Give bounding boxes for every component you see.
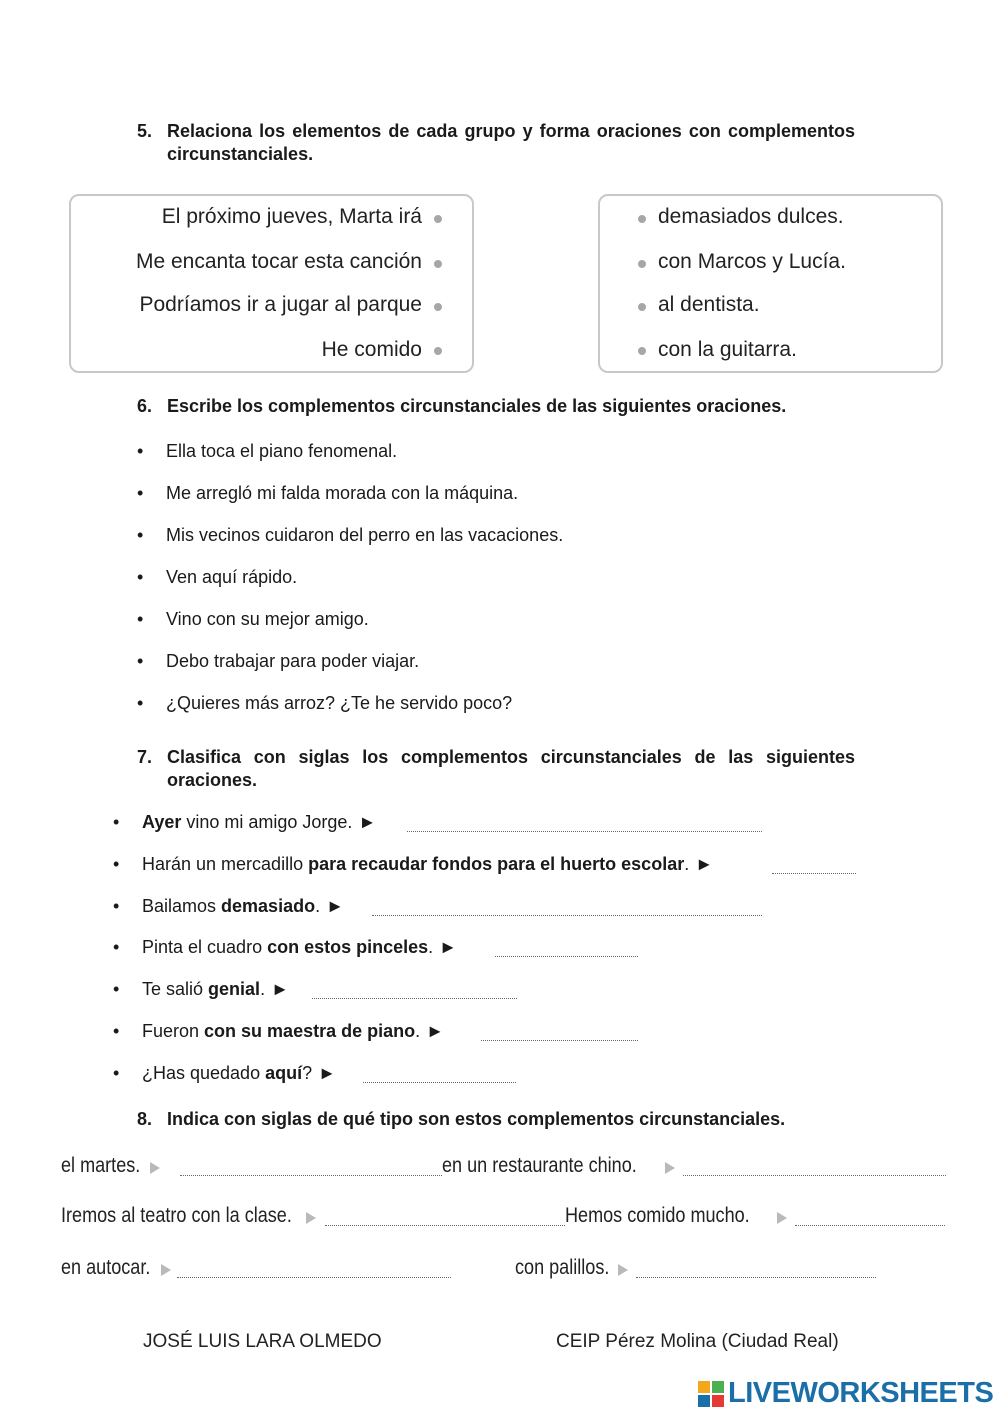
highlighted-complement: Ayer bbox=[142, 812, 182, 832]
match-dot[interactable] bbox=[638, 215, 646, 223]
match-dot[interactable] bbox=[434, 303, 442, 311]
bullet: • bbox=[113, 937, 120, 958]
arrow-icon: ► bbox=[426, 1021, 444, 1041]
match-dot[interactable] bbox=[434, 215, 442, 223]
sentence: Me arregló mi falda morada con la máquina. bbox=[166, 483, 519, 503]
arrow-icon: ► bbox=[695, 853, 714, 874]
sentence-text: . bbox=[684, 853, 690, 874]
answer-field[interactable] bbox=[683, 1175, 946, 1176]
right-phrase: al dentista. bbox=[658, 293, 760, 316]
answer-field[interactable] bbox=[772, 873, 856, 874]
answer-field[interactable] bbox=[795, 1225, 945, 1226]
sentence-text: . bbox=[428, 937, 434, 958]
arrow-icon: ► bbox=[318, 1062, 336, 1083]
exercise-instruction: Escribe los complementos circunstanciales de las siguientes oraciones. bbox=[167, 396, 787, 416]
highlighted-complement: con estos pinceles bbox=[267, 937, 429, 958]
bullet: • bbox=[137, 609, 144, 629]
play-arrow-icon bbox=[161, 1264, 171, 1276]
sentence-text: . bbox=[260, 979, 266, 1000]
play-arrow-icon bbox=[306, 1212, 316, 1224]
exercise-number: 8. bbox=[137, 1109, 153, 1129]
exercise-instruction: Relaciona los elementos de cada grupo y forma oraciones con complementos circunstanciales. bbox=[167, 121, 855, 164]
match-dot[interactable] bbox=[638, 303, 646, 311]
play-arrow-icon bbox=[777, 1212, 787, 1224]
bullet: • bbox=[113, 853, 120, 874]
complement-phrase: Hemos comido mucho. bbox=[565, 1204, 750, 1227]
exercise-number: 6. bbox=[137, 396, 153, 416]
answer-field[interactable] bbox=[636, 1277, 876, 1278]
sentence-text: vino mi amigo Jorge. bbox=[181, 812, 353, 832]
exercise-7-title bbox=[137, 746, 855, 794]
highlighted-complement: aquí bbox=[265, 1062, 303, 1083]
exercise-8-title bbox=[137, 1108, 877, 1132]
answer-field[interactable] bbox=[180, 1175, 442, 1176]
bullet: • bbox=[137, 693, 144, 713]
logo-squares-icon bbox=[698, 1381, 724, 1407]
sentence-text: ¿Has quedado bbox=[142, 1062, 266, 1083]
match-dot[interactable] bbox=[434, 347, 442, 355]
sentence-text: Te salió bbox=[142, 979, 209, 1000]
right-phrase: demasiados dulces. bbox=[658, 205, 844, 228]
play-arrow-icon bbox=[618, 1264, 628, 1276]
bullet: • bbox=[137, 441, 144, 461]
arrow-icon: ► bbox=[358, 812, 377, 832]
bullet: • bbox=[137, 651, 144, 671]
right-phrase: con Marcos y Lucía. bbox=[658, 250, 846, 273]
left-phrase: He comido bbox=[321, 338, 422, 361]
complement-phrase: con palillos. bbox=[515, 1256, 610, 1279]
highlighted-complement: para recaudar fondos para el huerto escolar bbox=[308, 853, 685, 874]
sentence-text: Fueron bbox=[142, 1021, 205, 1041]
logo-text: LIVEWORKSHEETS bbox=[728, 1377, 994, 1409]
bullet: • bbox=[113, 1021, 120, 1041]
answer-field[interactable] bbox=[325, 1225, 565, 1226]
left-phrase: El próximo jueves, Marta irá bbox=[161, 205, 422, 228]
answer-field[interactable] bbox=[407, 831, 762, 832]
complement-phrase: el martes. bbox=[61, 1154, 141, 1177]
sentence bbox=[142, 896, 344, 917]
answer-field[interactable] bbox=[363, 1082, 516, 1083]
complement-phrase: en un restaurante chino. bbox=[442, 1154, 637, 1177]
exercise-instruction: Indica con siglas de qué tipo son estos complementos circunstanciales. bbox=[167, 1109, 786, 1129]
exercise-6-title bbox=[137, 395, 855, 419]
match-dot[interactable] bbox=[434, 260, 442, 268]
sentence: Ven aquí rápido. bbox=[166, 567, 298, 587]
sentence: Debo trabajar para poder viajar. bbox=[166, 651, 420, 671]
left-phrase: Me encanta tocar esta canción bbox=[135, 250, 422, 273]
sentence-text: . bbox=[315, 895, 321, 916]
left-phrase: Podríamos ir a jugar al parque bbox=[139, 293, 422, 316]
exercise-instruction: Clasifica con siglas los complementos circunstanciales de las siguientes oraciones. bbox=[167, 747, 855, 790]
sentence-text: Pinta el cuadro bbox=[142, 937, 268, 958]
exercise-number: 5. bbox=[137, 121, 153, 141]
answer-field[interactable] bbox=[372, 915, 762, 916]
answer-field[interactable] bbox=[177, 1277, 451, 1278]
answer-field[interactable] bbox=[312, 998, 517, 999]
complement-phrase: en autocar. bbox=[61, 1256, 151, 1279]
exercise-number: 7. bbox=[137, 747, 153, 767]
sentence bbox=[142, 1063, 336, 1084]
bullet: • bbox=[137, 525, 144, 545]
complement-phrase: Iremos al teatro con la clase. bbox=[61, 1204, 292, 1227]
play-arrow-icon bbox=[665, 1162, 675, 1174]
right-phrase: con la guitarra. bbox=[658, 338, 797, 361]
sentence bbox=[142, 937, 457, 958]
arrow-icon: ► bbox=[271, 979, 289, 1000]
school-name: CEIP Pérez Molina (Ciudad Real) bbox=[556, 1331, 839, 1352]
sentence-text: Bailamos bbox=[142, 895, 222, 916]
sentence bbox=[142, 1021, 444, 1042]
sentence-text: ? bbox=[302, 1062, 313, 1083]
match-dot[interactable] bbox=[638, 260, 646, 268]
bullet: • bbox=[113, 979, 120, 1000]
highlighted-complement: demasiado bbox=[221, 895, 316, 916]
sentence: Mis vecinos cuidaron del perro en las vacaciones. bbox=[166, 525, 564, 545]
match-dot[interactable] bbox=[638, 347, 646, 355]
sentence: Ella toca el piano fenomenal. bbox=[166, 441, 398, 461]
answer-field[interactable] bbox=[481, 1040, 638, 1041]
bullet: • bbox=[113, 812, 120, 832]
bullet: • bbox=[113, 1062, 120, 1083]
answer-field[interactable] bbox=[495, 956, 638, 957]
play-arrow-icon bbox=[150, 1162, 160, 1174]
arrow-icon: ► bbox=[326, 895, 344, 916]
sentence bbox=[142, 854, 713, 875]
bullet: • bbox=[137, 567, 144, 587]
sentence: Vino con su mejor amigo. bbox=[166, 609, 369, 629]
sentence bbox=[142, 979, 289, 1000]
bullet: • bbox=[137, 483, 144, 503]
sentence-text: Harán un mercadillo bbox=[142, 853, 309, 874]
highlighted-complement: genial bbox=[208, 979, 261, 1000]
exercise-5-title bbox=[137, 120, 855, 168]
highlighted-complement: con su maestra de piano bbox=[204, 1021, 416, 1041]
arrow-icon: ► bbox=[439, 937, 457, 958]
author-name: JOSÉ LUIS LARA OLMEDO bbox=[143, 1331, 382, 1352]
sentence: ¿Quieres más arroz? ¿Te he servido poco? bbox=[166, 693, 513, 713]
sentence bbox=[142, 812, 376, 833]
sentence-text: . bbox=[415, 1021, 421, 1041]
bullet: • bbox=[113, 895, 120, 916]
